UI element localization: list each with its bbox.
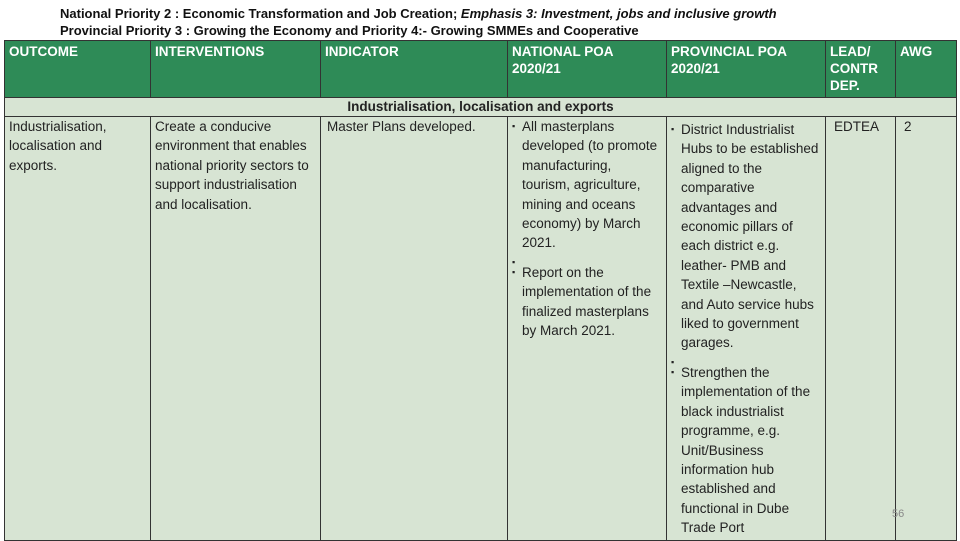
col-indicator: INDICATOR [321, 41, 508, 98]
cell-interventions: Create a conducive environment that enables national priority sectors to support industrialisation and localisation. [151, 117, 321, 541]
poa-table [4, 40, 957, 541]
cell-lead: EDTEA [826, 117, 896, 541]
section-title: Industrialisation, localisation and exports [5, 98, 957, 117]
cell-provincial-poa [667, 117, 826, 541]
page-number: 56 [892, 508, 905, 520]
spacer [671, 353, 821, 363]
table-header-row [5, 41, 957, 98]
national-priority-text: National Priority 2 : Economic Transformation and Job Creation; [60, 6, 461, 21]
provincial-poa-item-2: ▪ Strengthen the implementation of the black industrialist programme, e.g. Unit/Business information hub established and functional in Dube Trade Port [671, 363, 821, 538]
cell-national-poa [508, 117, 667, 541]
col-interventions: INTERVENTIONS [151, 41, 321, 98]
table-row [5, 117, 957, 541]
col-awg: AWG [896, 41, 957, 98]
header-line-2: Provincial Priority 3 : Growing the Economy and Priority 4:- Growing SMMEs and Cooperative [60, 23, 639, 38]
national-poa-item-1: ▪ All masterplans developed (to promote manufacturing, tourism, agriculture, mining and oceans economy) by March 2021. [512, 117, 662, 253]
spacer [512, 253, 662, 263]
cell-indicator: Master Plans developed. [321, 117, 508, 541]
cell-outcome: Industrialisation, localisation and exports. [5, 117, 151, 541]
emphasis-text: Emphasis 3: Investment, jobs and inclusive growth [460, 6, 777, 21]
header-line-1 [60, 6, 777, 21]
col-national-poa: NATIONAL POA 2020/21 [508, 41, 667, 98]
col-lead: LEAD/ CONTR DEP. [826, 41, 896, 98]
section-row [5, 98, 957, 117]
col-outcome: OUTCOME [5, 41, 151, 98]
col-provincial-poa: PROVINCIAL POA 2020/21 [667, 41, 826, 98]
cell-awg: 2 [896, 117, 957, 541]
provincial-poa-item-1: ▪ District Industrialist Hubs to be established aligned to the comparative advantages and economic pillars of each district e.g. leather- PMB and Textile –Newcastle, and Auto service hubs liked to government garages. [671, 120, 821, 353]
national-poa-item-2: ▪ Report on the implementation of the finalized masterplans by March 2021. [512, 263, 662, 341]
